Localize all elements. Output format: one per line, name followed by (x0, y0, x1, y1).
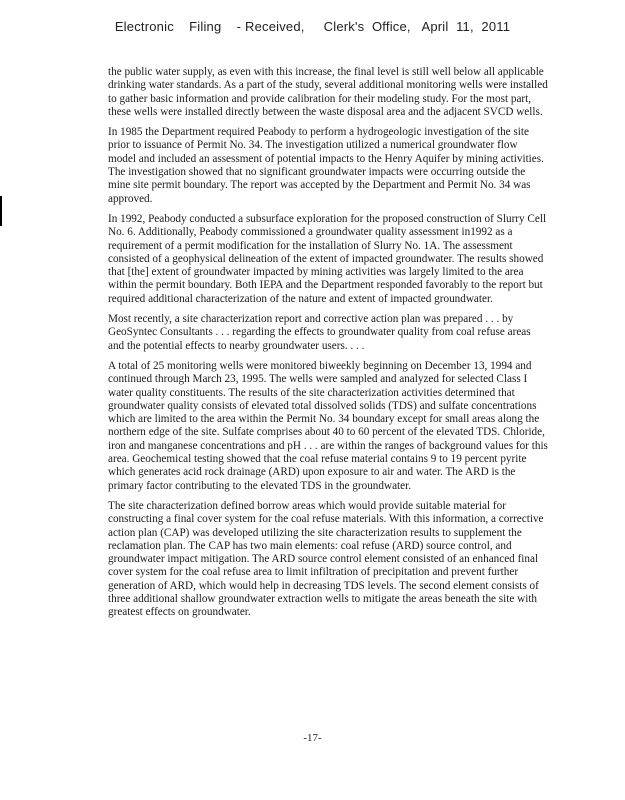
paragraph-5: A total of 25 monitoring wells were monitored biweekly beginning on December 13, 1994 and continued through March 23, 1995. The wells were sampled and analyzed for selected Class I water quality constituents. The results of the site characterization activities determined that groundwater quality consists of elevated total dissolved solids (TDS) and sulfate concentrations which are limited to the area within the Permit No. 34 boundary except for small areas along the northern edge of the site. Sulfate comprises about 40 to 60 percent of the elevated TDS. Chloride, iron and manganese concentrations and pH . . . are within the ranges of background values for this area. Geochemical testing showed that the coal refuse material contains 9 to 19 percent pyrite which generates acid rock drainage (ARD) upon exposure to air and water. The ARD is the primary factor contributing to the elevated TDS in the groundwater. (108, 359, 548, 492)
paragraph-6: The site characterization defined borrow areas which would provide suitable material for constructing a final cover system for the coal refuse materials. With this information, a corrective action plan (CAP) was developed utilizing the site characterization results to supplement the reclamation plan. The CAP has two main elements: coal refuse (ARD) source control, and groundwater impact mitigation. The ARD source control element consisted of an enhanced final cover system for the coal refuse area to limit infiltration of precipitation and prevent further generation of ARD, which would help in decreasing TDS levels. The second element consists of three additional shallow groundwater extraction wells to mitigate the areas beneath the site with greatest effects on groundwater. (108, 499, 544, 619)
document-body (108, 66, 548, 627)
filing-header: Electronic Filing - Received, Clerk's Office, April 11, 2011 (114, 19, 511, 34)
paragraph-1: the public water supply, as even with this increase, the final level is still well below all applicable drinking water standards. As a part of the study, several additional monitoring wells were installed to gather basic information and provide calibration for their modeling study. For the most part, these wells were installed directly between the waste disposal area and the adjacent SVCD wells. (108, 66, 548, 118)
paragraph-4: Most recently, a site characterization report and corrective action plan was prepared . . . by GeoSyntec Consultants . . . regarding the effects to groundwater quality from coal refuse areas and the potential effects to nearby groundwater users. . . . (108, 313, 531, 352)
scan-edge-mark (0, 196, 2, 226)
paragraph-3: In 1992, Peabody conducted a subsurface exploration for the proposed construction of Slurry Cell No. 6. Additionally, Peabody commissioned a groundwater quality assessment in1992 as a requirement of a permit modification for the installation of Slurry No. 1A. The assessment consisted of a geophysical delineation of the extent of impacted groundwater. The results showed that [the] extent of groundwater impacted by mining activities was largely limited to the area within the permit boundary. Both IEPA and the Department responded favorably to the report but required additional characterization of the nature and extent of impacted groundwater. (108, 212, 547, 305)
paragraph-2: In 1985 the Department required Peabody to perform a hydrogeologic investigation of the site prior to issuance of Permit No. 34. The investigation utilized a numerical groundwater flow model and included an assessment of potential impacts to the Henry Aquifer by mining activities. The investigation showed that no significant groundwater impacts were occurring outside the mine site permit boundary. The report was accepted by the Department and Permit No. 34 was approved. (108, 126, 544, 205)
page-number: -17- (303, 732, 322, 744)
